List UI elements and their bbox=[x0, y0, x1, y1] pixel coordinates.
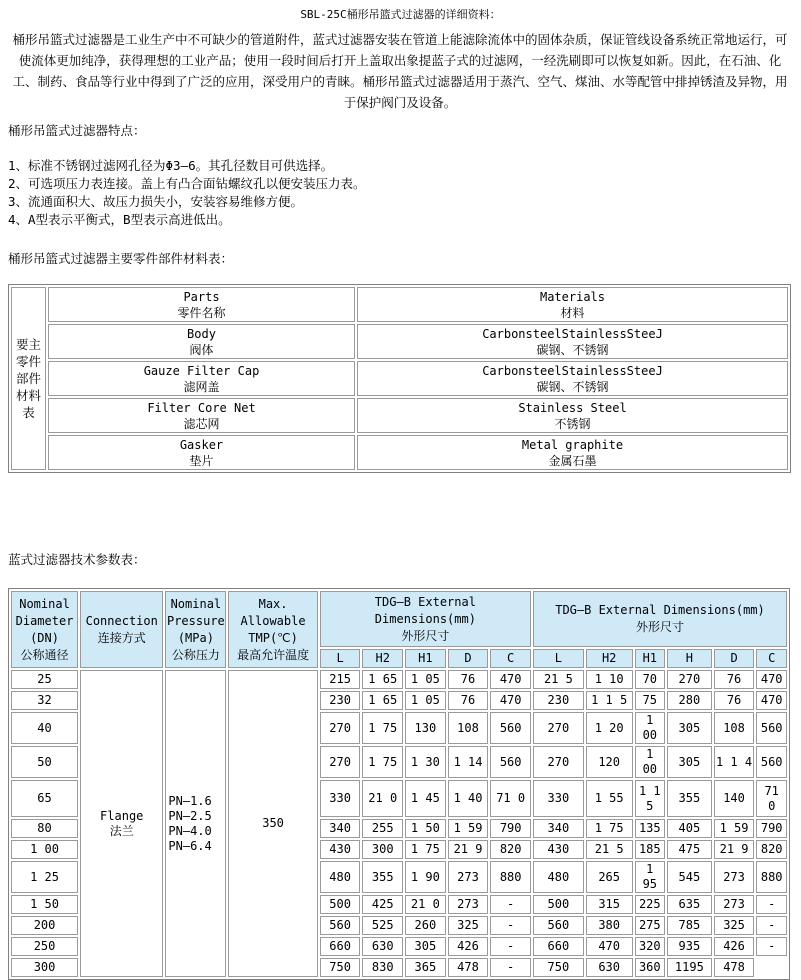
dim-a-cell: 215 bbox=[320, 670, 361, 689]
dim-b-cell: 230 bbox=[533, 691, 584, 710]
dim-b-cell: 275 bbox=[635, 916, 665, 935]
dim-a-cell: 355 bbox=[362, 861, 403, 893]
dim-b-cell: 560 bbox=[756, 746, 787, 778]
dim-a-cell: 480 bbox=[320, 861, 361, 893]
dn-header: Nominal Diameter (DN) 公称通径 bbox=[11, 591, 78, 668]
dim-a-cell: 750 bbox=[320, 958, 361, 977]
features-heading: 桶形吊篮式过滤器特点： bbox=[8, 123, 146, 138]
dim-b-cell: 305 bbox=[667, 746, 712, 778]
part-cell: Filter Core Net 滤芯网 bbox=[48, 398, 355, 433]
dim-b-cell: 630 bbox=[586, 958, 633, 977]
dim-a-cell: 560 bbox=[320, 916, 361, 935]
dim-a-cell: 300 bbox=[362, 840, 403, 859]
dim-b-cell: 1 10 bbox=[586, 670, 633, 689]
feature-item: 1、标准不锈钢过滤网孔径为Φ3—6。其孔径数目可供选择。 bbox=[8, 158, 334, 173]
sub-header-cell: H1 bbox=[405, 649, 446, 668]
pressure-cell: PN—1.6 PN—2.5 PN—4.0 PN—6.4 bbox=[165, 670, 226, 977]
dim-b-cell: 1 95 bbox=[635, 861, 665, 893]
dim-b-cell: 280 bbox=[667, 691, 712, 710]
dim-a-cell: 525 bbox=[362, 916, 403, 935]
temperature-header: Max. Allowable TMP(℃) 最高允许温度 bbox=[228, 591, 317, 668]
dim-b-cell: 470 bbox=[756, 691, 787, 710]
dim-a-cell: 270 bbox=[320, 746, 361, 778]
pressure-header: Nominal Pressure (MPa) 公称压力 bbox=[165, 591, 226, 668]
connection-header: Connection 连接方式 bbox=[80, 591, 163, 668]
dim-a-cell: 230 bbox=[320, 691, 361, 710]
dim-b-cell: 1 1 5 bbox=[635, 780, 665, 817]
dim-a-cell: 325 bbox=[448, 916, 489, 935]
sub-header-cell: C bbox=[490, 649, 531, 668]
dn-cell: 32 bbox=[11, 691, 78, 710]
dim-b-cell: 500 bbox=[533, 895, 584, 914]
dim-b-cell: 75 bbox=[635, 691, 665, 710]
dim-a-cell: 478 bbox=[448, 958, 489, 977]
dim-b-cell: 545 bbox=[667, 861, 712, 893]
dim-b-cell: 1195 bbox=[667, 958, 712, 977]
dim-b-cell: 785 bbox=[667, 916, 712, 935]
dim-b-cell: 935 bbox=[667, 937, 712, 956]
dn-cell: 80 bbox=[11, 819, 78, 838]
dim-a-cell: 130 bbox=[405, 712, 446, 744]
dim-b-cell: 380 bbox=[586, 916, 633, 935]
dim-b-cell: 1 55 bbox=[586, 780, 633, 817]
sub-header-cell: H1 bbox=[635, 649, 665, 668]
material-cell: Stainless Steel 不锈钢 bbox=[357, 398, 788, 433]
materials-table bbox=[8, 284, 791, 473]
dim-b-cell: 76 bbox=[714, 691, 755, 710]
dim-b-cell: 265 bbox=[586, 861, 633, 893]
dim-a-cell: 560 bbox=[490, 712, 531, 744]
dim-a-cell: 273 bbox=[448, 861, 489, 893]
dimensions-a-header: TDG—B External Dimensions(mm) 外形尺寸 bbox=[320, 591, 531, 647]
dn-cell: 40 bbox=[11, 712, 78, 744]
material-cell: CarbonsteelStainlessSteeJ 碳钢、不锈钢 bbox=[357, 324, 788, 359]
dim-a-cell: 880 bbox=[490, 861, 531, 893]
dim-b-cell: 475 bbox=[667, 840, 712, 859]
dim-a-cell: 1 50 bbox=[405, 819, 446, 838]
parts-header: Parts 零件名称 bbox=[48, 287, 355, 322]
dim-a-cell: 21 9 bbox=[448, 840, 489, 859]
dim-b-cell: 320 bbox=[635, 937, 665, 956]
dim-a-cell: 260 bbox=[405, 916, 446, 935]
dim-a-cell: - bbox=[490, 958, 531, 977]
dim-a-cell: 1 90 bbox=[405, 861, 446, 893]
dim-b-cell: 1 1 5 bbox=[586, 691, 633, 710]
dim-b-cell: 1 00 bbox=[635, 746, 665, 778]
dim-b-cell: 560 bbox=[756, 712, 787, 744]
dim-b-cell: 560 bbox=[533, 916, 584, 935]
dn-cell: 1 50 bbox=[11, 895, 78, 914]
dim-a-cell: 273 bbox=[448, 895, 489, 914]
dn-cell: 65 bbox=[11, 780, 78, 817]
dim-b-cell: - bbox=[756, 895, 787, 914]
dim-b-cell: 340 bbox=[533, 819, 584, 838]
dim-a-cell: 330 bbox=[320, 780, 361, 817]
dim-a-cell: 305 bbox=[405, 937, 446, 956]
dim-b-cell: 426 bbox=[714, 937, 755, 956]
dim-b-cell: 70 bbox=[635, 670, 665, 689]
features-list bbox=[8, 157, 366, 229]
sub-header-cell: L bbox=[320, 649, 361, 668]
part-cell: Body 阀体 bbox=[48, 324, 355, 359]
material-cell: CarbonsteelStainlessSteeJ 碳钢、不锈钢 bbox=[357, 361, 788, 396]
dim-b-cell: 470 bbox=[586, 937, 633, 956]
dim-a-cell: 255 bbox=[362, 819, 403, 838]
dim-b-cell: 790 bbox=[756, 819, 787, 838]
dim-a-cell: 76 bbox=[448, 670, 489, 689]
dim-b-cell: 880 bbox=[756, 861, 787, 893]
dim-a-cell: 76 bbox=[448, 691, 489, 710]
dim-a-cell: 426 bbox=[448, 937, 489, 956]
dim-b-cell: 305 bbox=[667, 712, 712, 744]
dim-b-cell: - bbox=[756, 937, 787, 956]
dim-b-cell: 480 bbox=[533, 861, 584, 893]
dimensions-b-header: TDG—B External Dimensions(mm) 外形尺寸 bbox=[533, 591, 787, 647]
dim-a-cell: 560 bbox=[490, 746, 531, 778]
dim-a-cell: 21 0 bbox=[405, 895, 446, 914]
dim-b-cell: 1 59 bbox=[714, 819, 755, 838]
dim-b-cell: 273 bbox=[714, 895, 755, 914]
dn-cell: 300 bbox=[11, 958, 78, 977]
dim-a-cell: 1 40 bbox=[448, 780, 489, 817]
dim-b-cell: 270 bbox=[533, 712, 584, 744]
page-title: SBL-25C桶形吊篮式过滤器的详细资料： bbox=[300, 8, 501, 21]
dim-b-cell: 635 bbox=[667, 895, 712, 914]
dim-a-cell: 1 45 bbox=[405, 780, 446, 817]
dim-b-cell: 1 20 bbox=[586, 712, 633, 744]
dim-b-cell: 1 1 4 bbox=[714, 746, 755, 778]
connection-cell: Flange 法兰 bbox=[80, 670, 163, 977]
tech-params-table bbox=[8, 588, 790, 980]
part-cell: Gasker 垫片 bbox=[48, 435, 355, 470]
dim-b-cell: 225 bbox=[635, 895, 665, 914]
dim-a-cell: 500 bbox=[320, 895, 361, 914]
dim-a-cell: 425 bbox=[362, 895, 403, 914]
dim-b-cell: 750 bbox=[533, 958, 584, 977]
dim-b-cell: 185 bbox=[635, 840, 665, 859]
dim-b-cell bbox=[756, 958, 787, 977]
dn-cell: 25 bbox=[11, 670, 78, 689]
dim-b-cell: 325 bbox=[714, 916, 755, 935]
dim-b-cell: 660 bbox=[533, 937, 584, 956]
sub-header-cell: L bbox=[533, 649, 584, 668]
dim-b-cell: 120 bbox=[586, 746, 633, 778]
dim-b-cell: 21 5 bbox=[586, 840, 633, 859]
sub-header-cell: C bbox=[756, 649, 787, 668]
part-cell: Gauze Filter Cap 滤网盖 bbox=[48, 361, 355, 396]
dim-a-cell: 1 75 bbox=[362, 712, 403, 744]
dim-b-cell: 820 bbox=[756, 840, 787, 859]
dim-a-cell: 365 bbox=[405, 958, 446, 977]
dim-b-cell: 355 bbox=[667, 780, 712, 817]
dn-cell: 1 25 bbox=[11, 861, 78, 893]
feature-item: 3、流通面积大、故压力损失小，安装容易维修方便。 bbox=[8, 194, 304, 209]
materials-header: Materials 材料 bbox=[357, 287, 788, 322]
dim-a-cell: - bbox=[490, 895, 531, 914]
dim-a-cell: 470 bbox=[490, 670, 531, 689]
dim-b-cell: 470 bbox=[756, 670, 787, 689]
dim-a-cell: 1 75 bbox=[405, 840, 446, 859]
sub-header-cell: H2 bbox=[586, 649, 633, 668]
sub-header-cell: D bbox=[714, 649, 755, 668]
dim-a-cell: 340 bbox=[320, 819, 361, 838]
dim-a-cell: 470 bbox=[490, 691, 531, 710]
dim-a-cell: 1 65 bbox=[362, 691, 403, 710]
dim-b-cell: 76 bbox=[714, 670, 755, 689]
dn-cell: 250 bbox=[11, 937, 78, 956]
feature-item: 2、可选项压力表连接。盖上有凸合面钻螺纹孔以便安装压力表。 bbox=[8, 176, 366, 191]
dim-b-cell: 360 bbox=[635, 958, 665, 977]
dim-a-cell: 830 bbox=[362, 958, 403, 977]
dim-a-cell: - bbox=[490, 916, 531, 935]
dn-cell: 200 bbox=[11, 916, 78, 935]
dim-b-cell: 21 5 bbox=[533, 670, 584, 689]
dim-b-cell: 270 bbox=[667, 670, 712, 689]
dim-b-cell: 135 bbox=[635, 819, 665, 838]
dim-b-cell: 405 bbox=[667, 819, 712, 838]
material-cell: Metal graphite 金属石墨 bbox=[357, 435, 788, 470]
dim-a-cell: 430 bbox=[320, 840, 361, 859]
dim-b-cell: 273 bbox=[714, 861, 755, 893]
dim-a-cell: 71 0 bbox=[490, 780, 531, 817]
dim-b-cell: 140 bbox=[714, 780, 755, 817]
dim-a-cell: 660 bbox=[320, 937, 361, 956]
dim-b-cell: 71 0 bbox=[756, 780, 787, 817]
sub-header-cell: D bbox=[448, 649, 489, 668]
tech-heading: 蓝式过滤器技术参数表： bbox=[8, 552, 146, 567]
sub-header-cell: H bbox=[667, 649, 712, 668]
dim-a-cell: 1 05 bbox=[405, 691, 446, 710]
dim-b-cell: 21 9 bbox=[714, 840, 755, 859]
dim-b-cell: 270 bbox=[533, 746, 584, 778]
dim-a-cell: 820 bbox=[490, 840, 531, 859]
dim-a-cell: 790 bbox=[490, 819, 531, 838]
dim-b-cell: 430 bbox=[533, 840, 584, 859]
materials-heading: 桶形吊篮式过滤器主要零件部件材料表： bbox=[8, 251, 234, 266]
dim-b-cell: 330 bbox=[533, 780, 584, 817]
materials-side-label: 要主 零件 部件 材料 表 bbox=[11, 287, 46, 470]
dim-a-cell: 1 65 bbox=[362, 670, 403, 689]
dn-cell: 50 bbox=[11, 746, 78, 778]
dim-a-cell: 1 59 bbox=[448, 819, 489, 838]
dim-a-cell: - bbox=[490, 937, 531, 956]
dim-a-cell: 1 75 bbox=[362, 746, 403, 778]
dim-a-cell: 21 0 bbox=[362, 780, 403, 817]
dim-b-cell: - bbox=[756, 916, 787, 935]
feature-item: 4、A型表示平衡式，B型表示高进低出。 bbox=[8, 212, 231, 227]
dim-b-cell: 1 75 bbox=[586, 819, 633, 838]
dim-b-cell: 478 bbox=[714, 958, 755, 977]
dim-a-cell: 630 bbox=[362, 937, 403, 956]
dim-b-cell: 315 bbox=[586, 895, 633, 914]
dim-b-cell: 1 00 bbox=[635, 712, 665, 744]
dim-a-cell: 1 14 bbox=[448, 746, 489, 778]
dim-a-cell: 270 bbox=[320, 712, 361, 744]
dn-cell: 1 00 bbox=[11, 840, 78, 859]
dim-a-cell: 1 30 bbox=[405, 746, 446, 778]
temperature-cell: 350 bbox=[228, 670, 317, 977]
dim-b-cell: 108 bbox=[714, 712, 755, 744]
dim-a-cell: 1 05 bbox=[405, 670, 446, 689]
intro-paragraph: 桶形吊篮式过滤器是工业生产中不可缺少的管道附件，蓝式过滤器安装在管道上能滤除流体中的固体杂质，保证管线设备系统正常地运行，可使流体更加纯净，获得理想的工业产品；使用一段时间后打开上盖取出象提蓝子式的过滤网，一经洗刷即可以恢复如新。因此，在石油、化工、制药、食品等行业中得到了广泛的应用，深受用户的青睐。桶形吊篮式过滤器适用于蒸汽、空气、煤油、水等配管中排掉锈渣及异物，用于保护阀门及设备。 bbox=[12, 32, 788, 110]
dim-a-cell: 108 bbox=[448, 712, 489, 744]
sub-header-cell: H2 bbox=[362, 649, 403, 668]
tech-row bbox=[11, 670, 787, 689]
